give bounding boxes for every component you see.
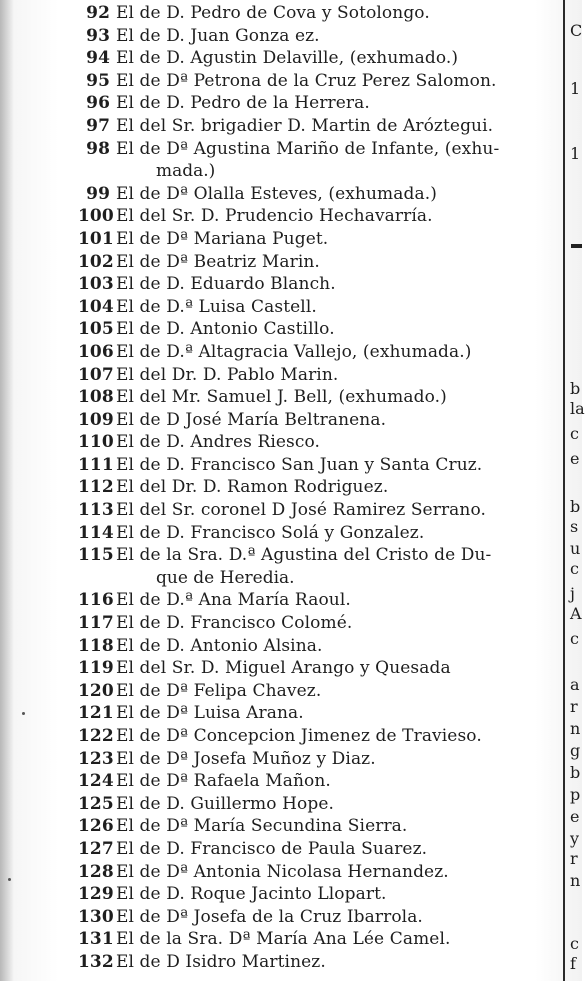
entry-text: El de Dª María Secundina Sierra. <box>116 816 408 837</box>
column-mark <box>571 244 582 248</box>
entry-text: El de D.ª Luisa Castell. <box>116 296 317 317</box>
entry-number: 123 <box>78 748 114 769</box>
column-fragment: r <box>570 697 578 716</box>
column-fragment: a <box>570 675 580 694</box>
entry-number: 129 <box>78 884 114 905</box>
entry-text: El de Dª Petrona de la Cruz Perez Salomon. <box>116 70 497 91</box>
entry-text: El de D.ª Ana María Raoul. <box>116 590 351 611</box>
column-fragment: p <box>570 785 581 804</box>
entry-number: 126 <box>78 816 114 837</box>
entry-number: 131 <box>78 929 114 950</box>
entry-number: 103 <box>78 274 114 295</box>
entry-number: 106 <box>78 341 114 362</box>
column-fragment: 1 <box>570 144 581 163</box>
column-fragment: b <box>570 763 581 782</box>
list-item <box>78 47 560 70</box>
entry-continuation: que de Heredia. <box>156 567 295 588</box>
list-item <box>78 725 560 748</box>
column-fragment: e <box>570 449 580 468</box>
entry-text: El de Dª Concepcion Jimenez de Travieso. <box>116 726 482 746</box>
column-fragment: la <box>570 399 585 418</box>
list-item <box>78 680 560 703</box>
column-fragment: C <box>570 21 583 40</box>
entry-text: El de D. Eduardo Blanch. <box>116 274 336 295</box>
entry-text: El de D Isidro Martinez. <box>116 951 326 972</box>
list-item <box>78 25 560 48</box>
entry-text: El de D. Antonio Castillo. <box>116 319 335 340</box>
entry-text: El de D. Pedro de la Herrera. <box>116 93 370 114</box>
entry-number: 93 <box>86 25 110 46</box>
entry-number: 92 <box>86 3 110 23</box>
list-item <box>78 476 560 499</box>
burial-list <box>78 2 560 974</box>
list-item <box>78 92 560 115</box>
entry-text: El de D. Francisco Colomé. <box>116 613 353 634</box>
entry-text: El de D.ª Altagracia Vallejo, (exhumada.) <box>116 341 472 362</box>
entry-text: El de la Sra. D.ª Agustina del Cristo de Du- <box>116 545 492 566</box>
entry-number: 118 <box>78 635 114 656</box>
column-fragment: c <box>570 424 579 443</box>
entry-text: El de Dª Josefa Muñoz y Diaz. <box>116 748 376 769</box>
entry-number: 117 <box>78 613 114 634</box>
entry-text: El de D. Juan Gonza ez. <box>116 25 320 46</box>
column-fragment: g <box>570 741 581 760</box>
entry-number: 104 <box>78 296 114 317</box>
list-item <box>78 657 560 680</box>
list-item <box>78 928 560 951</box>
column-fragment: c <box>570 559 579 578</box>
entry-number: 96 <box>86 93 110 114</box>
list-item <box>78 748 560 771</box>
list-item <box>78 589 560 612</box>
list-item <box>78 251 560 274</box>
column-fragment: 1 <box>570 79 581 98</box>
list-item <box>78 635 560 658</box>
entry-number: 128 <box>78 861 114 882</box>
entry-number: 120 <box>78 680 114 701</box>
entry-continuation: mada.) <box>156 161 216 182</box>
entry-number: 119 <box>78 658 114 679</box>
entry-number: 99 <box>86 183 110 204</box>
entry-text: El de D. Guillermo Hope. <box>116 793 335 814</box>
list-item <box>78 318 560 341</box>
entry-number: 116 <box>78 590 114 611</box>
entry-text: El de Dª Beatriz Marin. <box>116 251 320 272</box>
column-fragment: A <box>570 604 582 623</box>
list-item <box>78 861 560 884</box>
entry-number: 130 <box>78 906 114 927</box>
list-item <box>78 364 560 387</box>
entry-number: 109 <box>78 409 114 430</box>
entry-text: El de D. Francisco Solá y Gonzalez. <box>116 522 425 543</box>
entry-number: 95 <box>86 70 110 91</box>
list-item <box>78 341 560 364</box>
column-fragment: b <box>570 497 581 516</box>
list-item <box>78 273 560 296</box>
ink-speck <box>22 712 25 715</box>
ink-speck <box>8 878 11 881</box>
list-item <box>78 702 560 725</box>
list-item <box>78 205 560 228</box>
list-item <box>78 296 560 319</box>
column-fragment: u <box>570 539 581 558</box>
entry-text: El de D. Francisco San Juan y Santa Cruz. <box>116 454 483 475</box>
entry-number: 121 <box>78 703 114 724</box>
list-item <box>78 522 560 545</box>
entry-text: El del Sr. coronel D José Ramirez Serrano. <box>116 500 486 521</box>
entry-text: El de Dª Olalla Esteves, (exhumada.) <box>116 183 437 204</box>
entry-number: 98 <box>86 138 110 159</box>
entry-number: 127 <box>78 838 114 859</box>
column-fragment: c <box>570 934 579 953</box>
entry-number: 115 <box>78 545 114 566</box>
list-item <box>78 2 560 25</box>
column-fragment: n <box>570 719 581 738</box>
entry-text: El de D. Pedro de Cova y Sotolongo. <box>116 3 430 23</box>
list-item <box>78 228 560 251</box>
list-item <box>78 770 560 793</box>
column-fragment: j <box>570 584 575 603</box>
entry-text: El de la Sra. Dª María Ana Lée Camel. <box>116 929 451 950</box>
list-item <box>78 499 560 522</box>
entry-number: 110 <box>78 432 114 453</box>
entry-text: El de D. Antonio Alsina. <box>116 635 323 656</box>
entry-text: El de D. Francisco de Paula Suarez. <box>116 838 428 859</box>
list-item <box>78 544 560 567</box>
adjacent-column-fragments <box>568 0 585 981</box>
list-item <box>78 838 560 861</box>
list-item <box>78 431 560 454</box>
column-fragment: b <box>570 379 581 398</box>
page-edge-shadow <box>0 0 14 981</box>
entry-text: El de Dª Rafaela Mañon. <box>116 771 331 792</box>
column-fragment: f <box>570 954 576 973</box>
entry-text: El de D José María Beltranena. <box>116 409 387 430</box>
entry-number: 111 <box>78 454 114 475</box>
entry-number: 94 <box>86 48 110 69</box>
entry-number: 124 <box>78 771 114 792</box>
column-fragment: c <box>570 629 579 648</box>
entry-number: 105 <box>78 319 114 340</box>
list-item <box>78 183 560 206</box>
column-fragment: n <box>570 871 581 890</box>
entry-number: 100 <box>78 206 114 227</box>
list-item <box>78 883 560 906</box>
entry-number: 125 <box>78 793 114 814</box>
entry-number: 107 <box>78 364 114 385</box>
entry-text: El del Sr. brigadier D. Martin de Aróztegui. <box>116 115 494 136</box>
column-divider <box>563 0 565 981</box>
entry-number: 102 <box>78 251 114 272</box>
entry-text: El del Dr. D. Ramon Rodriguez. <box>116 477 389 498</box>
entry-text: El de D. Andres Riesco. <box>116 432 321 453</box>
entry-text: El del Sr. D. Prudencio Hechavarría. <box>116 206 433 227</box>
entry-text: El de Dª Agustina Mariño de Infante, (exhu- <box>116 138 500 159</box>
column-fragment: e <box>570 807 580 826</box>
list-item <box>78 386 560 409</box>
entry-number: 122 <box>78 726 114 746</box>
entry-text: El de Dª Luisa Arana. <box>116 703 304 724</box>
list-item <box>78 409 560 432</box>
entry-text: El de Dª Antonia Nicolasa Hernandez. <box>116 861 449 882</box>
entry-text: El de Dª Josefa de la Cruz Ibarrola. <box>116 906 423 927</box>
entry-number: 132 <box>78 951 114 972</box>
list-item <box>78 115 560 138</box>
entry-number: 108 <box>78 387 114 408</box>
list-item <box>78 815 560 838</box>
column-fragment: s <box>570 517 579 536</box>
list-item <box>78 906 560 929</box>
entry-number: 114 <box>78 522 114 543</box>
entry-number: 113 <box>78 500 114 521</box>
list-item <box>78 138 560 161</box>
entry-text: El del Dr. D. Pablo Marin. <box>116 364 339 385</box>
entry-text: El de Dª Felipa Chavez. <box>116 680 322 701</box>
list-item <box>78 793 560 816</box>
entry-text: El de D. Roque Jacinto Llopart. <box>116 884 387 905</box>
entry-text: El de D. Agustin Delaville, (exhumado.) <box>116 48 459 69</box>
list-item <box>78 951 560 974</box>
list-item <box>78 612 560 635</box>
entry-number: 101 <box>78 228 114 249</box>
entry-text: El de Dª Mariana Puget. <box>116 228 329 249</box>
entry-text: El del Sr. D. Miguel Arango y Quesada <box>116 658 451 679</box>
entry-text: El del Mr. Samuel J. Bell, (exhumado.) <box>116 387 447 408</box>
column-fragment: y <box>570 829 580 848</box>
entry-number: 97 <box>86 115 110 136</box>
column-fragment: r <box>570 849 578 868</box>
entry-number: 112 <box>78 477 114 498</box>
list-item <box>78 454 560 477</box>
list-item <box>78 70 560 93</box>
